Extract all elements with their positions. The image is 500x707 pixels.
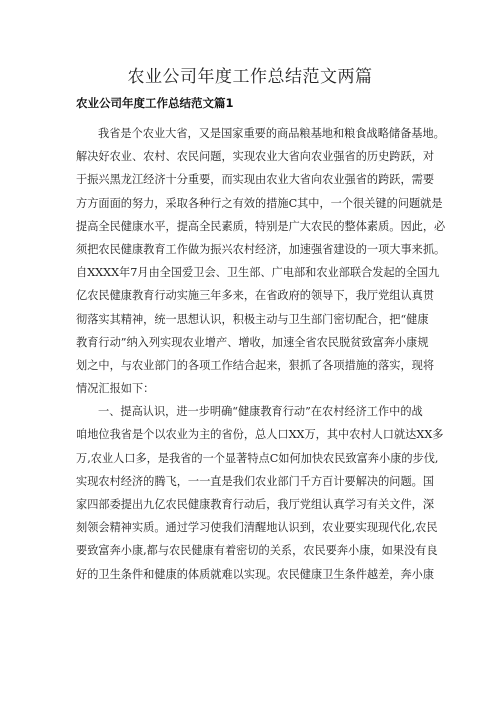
paragraph-2-line: 一、提高认识，进一步明确“健康教育行动”在农村经济工作中的战 xyxy=(98,405,423,419)
paragraph-1-line: 我省是个农业大省，又是国家重要的商品粮基地和粮食战略储备基地。 xyxy=(98,127,445,140)
paragraph-2-line: 家四部委提出九亿农民健康教育行动后，我厅党组认真学习有关文件，深 xyxy=(76,498,435,511)
paragraph-2-line: 实现农村经济的腾飞，一一直是我们农业部门千方百计要解决的问题。国 xyxy=(76,474,435,488)
paragraph-2-line: 要致富奔小康,都与农民健康有着密切的关系，农民要奔小康，如果没有良 xyxy=(76,544,438,558)
document-body xyxy=(76,122,446,586)
paragraph-1-line: 自XXXX年7月由全国爱卫会、卫生部、广电部和农业部联合发起的全国九 xyxy=(76,266,440,280)
paragraph-1-line: 于振兴黑龙江经济十分重要，而实现由农业大省向农业强省的跨跃，需要 xyxy=(76,173,435,187)
paragraph-1-line: 方方面面的努力，采取各种行之有效的措施C其中，一个很关键的问题就是 xyxy=(76,196,443,210)
paragraph-1-line: 教育行动”纳入列实现农业增产、增收，加速全省农民脱贫致富奔小康规 xyxy=(76,335,429,349)
paragraph-1-line: 提高全民健康水平，提高全民素质，特别是广大农民的整体素质。因此，必 xyxy=(76,219,446,233)
paragraph-2-line: 万,农业人口多，是我省的一个显著特点C如何加快农民致富奔小康的步伐, xyxy=(76,451,439,465)
paragraph-1-line: 情况汇报如下： xyxy=(76,382,155,396)
paragraph-2-line: 好的卫生条件和健康的体质就难以实现。农民健康卫生条件越差，奔小康 xyxy=(76,567,435,581)
paragraph-1-line: 须把农民健康教育工作做为振兴农村经济，加速强省建设的一项大事来抓。 xyxy=(76,242,446,256)
paragraph-1-line: 彻落实其精神，统一思想认识，积极主动与卫生部门密切配合，把“健康 xyxy=(76,312,429,326)
document-title: 农业公司年度工作总结范文两篇 xyxy=(127,67,373,87)
paragraph-1-line: 划之中，与农业部门的各项工作结合起来，狠抓了各项措施的落实，现将 xyxy=(76,358,435,372)
paragraph-1-line: 亿农民健康教育行动实施三年多来，在省政府的领导下，我厅党组认真贯 xyxy=(76,289,435,303)
section-heading: 农业公司年度工作总结范文篇1 xyxy=(76,96,234,110)
paragraph-2-line: 刻领会精神实质。通过学习使我们清醒地认识到，农业要实现现代化,农民 xyxy=(76,521,438,535)
paragraph-2-line: 咱地位我省是个以农业为主的省份，总人口XX万，其中农村人口就达XX多 xyxy=(76,428,444,442)
paragraph-1-line: 解决好农业、农村、农民问题，实现农业大省向农业强省的历史跨跃，对 xyxy=(76,150,435,164)
